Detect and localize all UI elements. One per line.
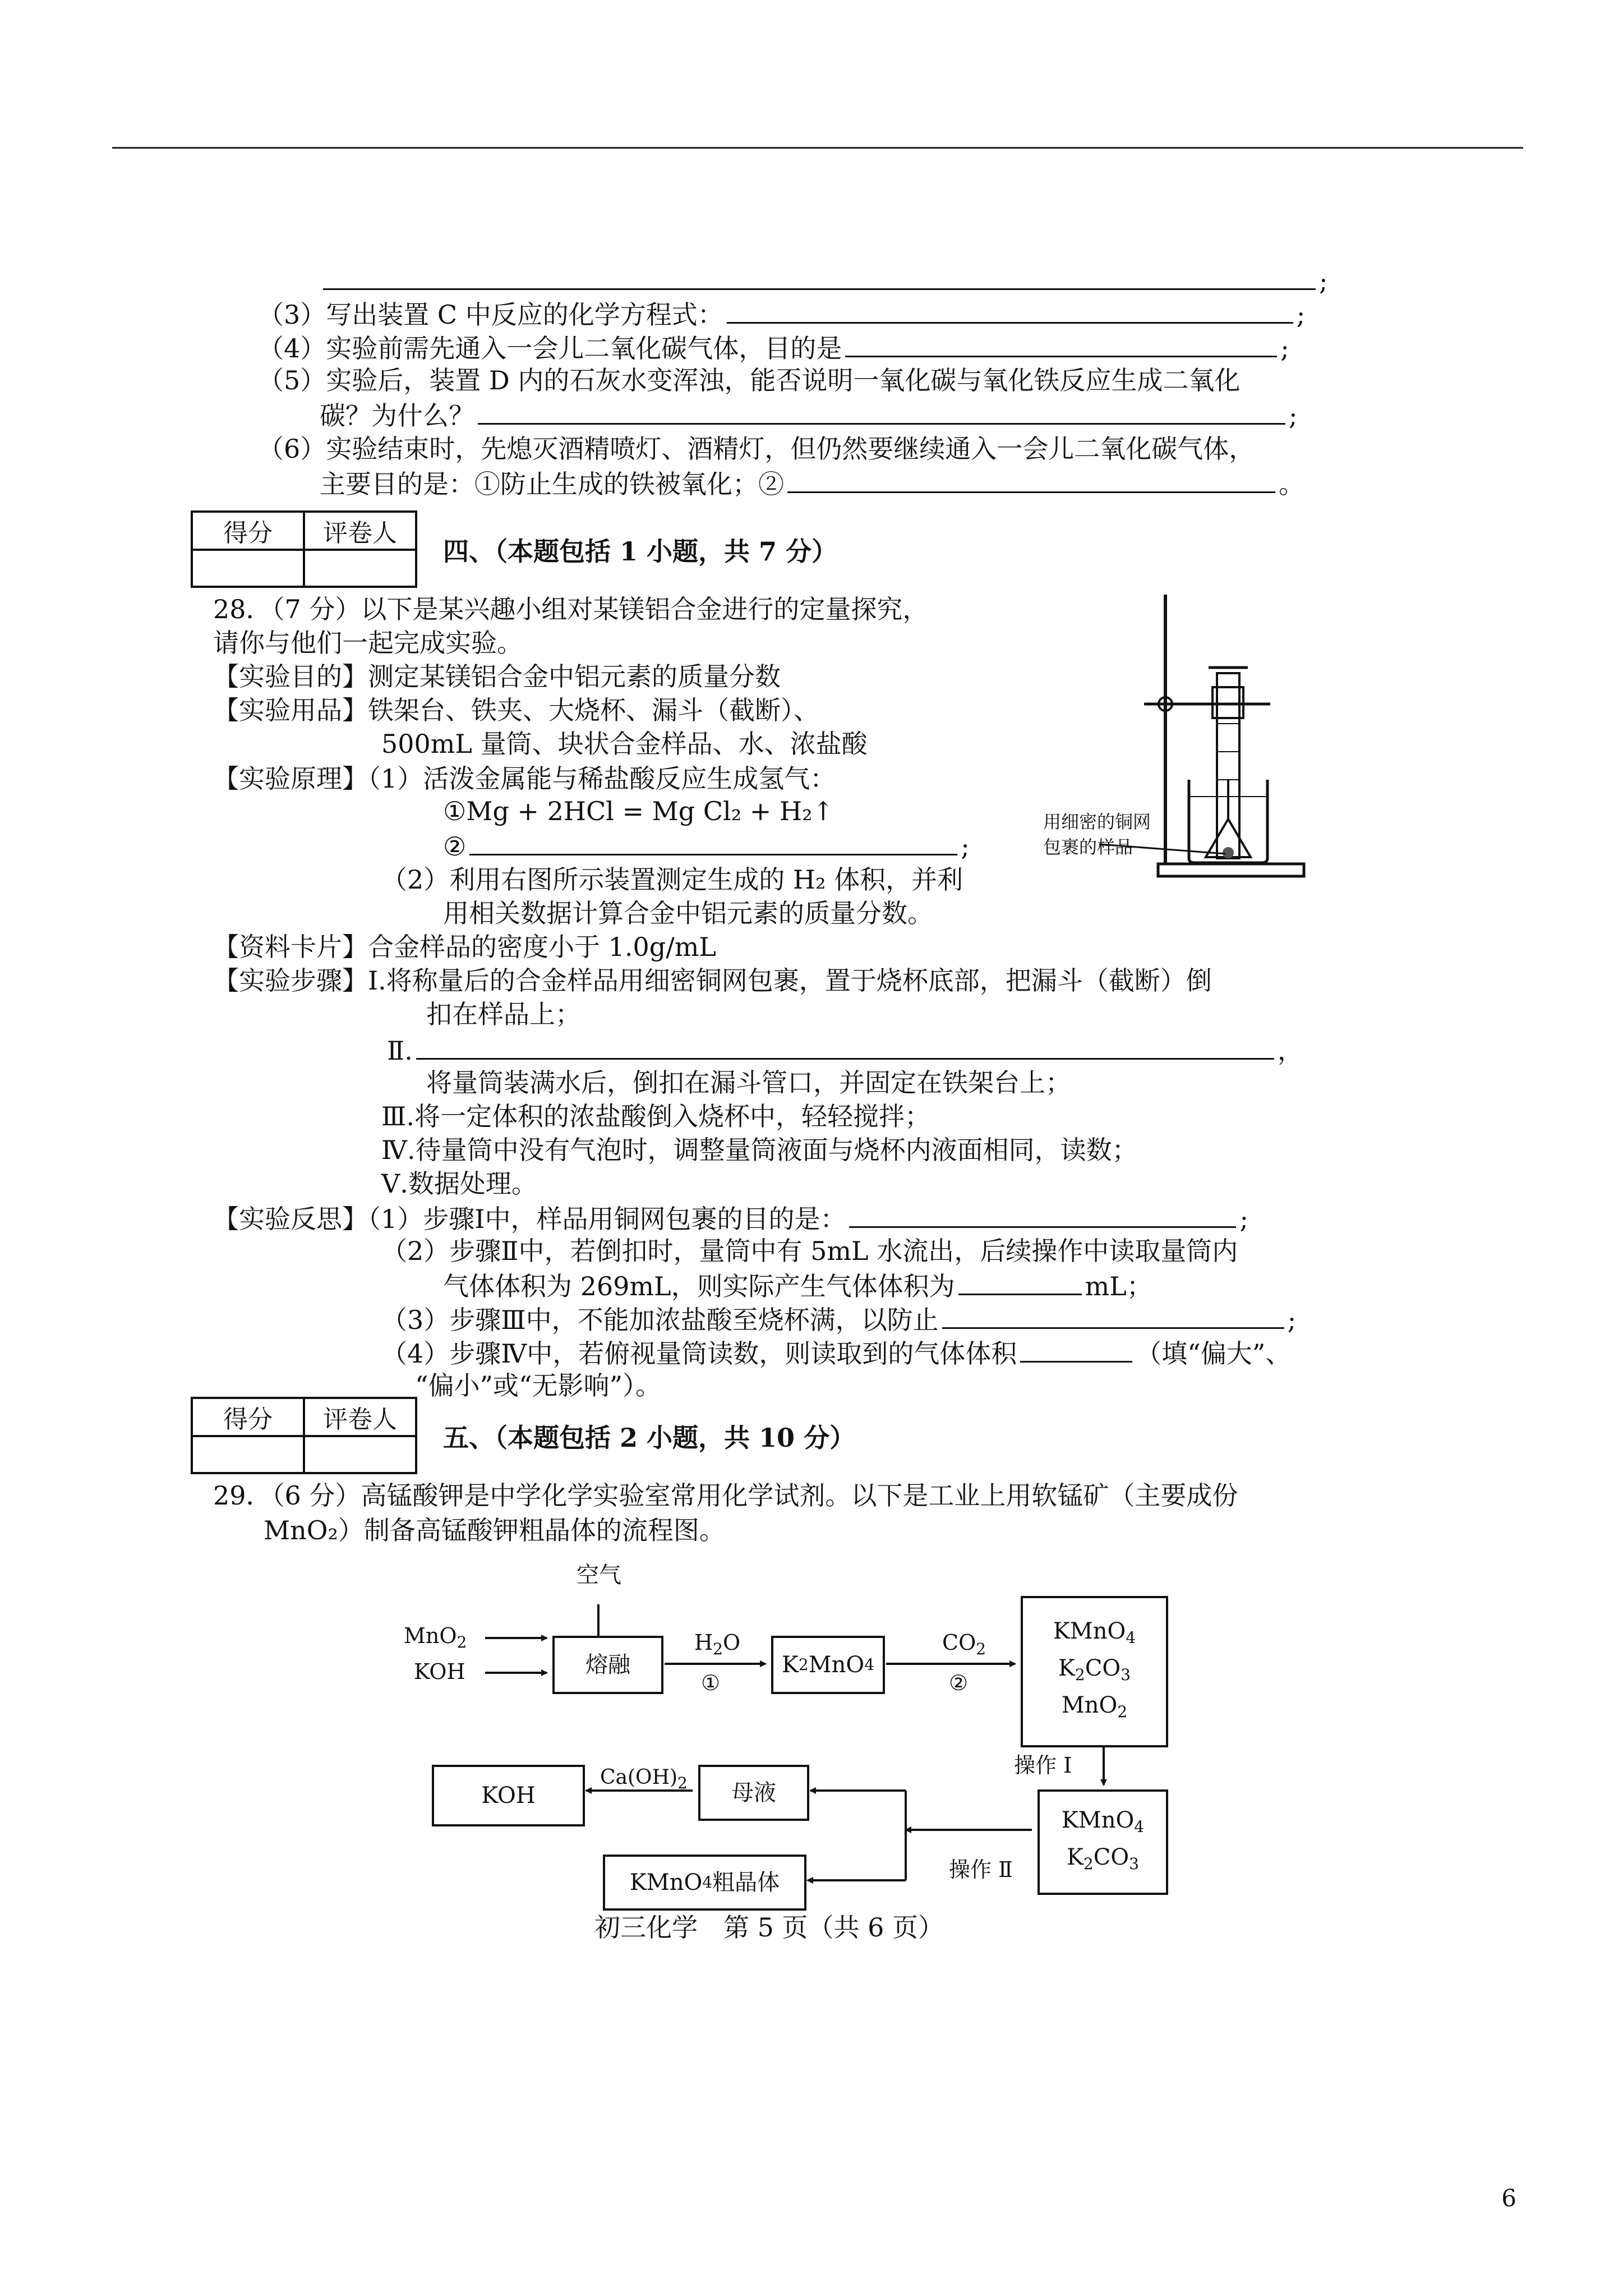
flow-box-crude-crystal: KMnO 4 粗晶体 bbox=[603, 1855, 806, 1911]
flow-input-mno2: MnO$_2$ bbox=[404, 1623, 467, 1651]
q28-reflection-2a: （2）步骤Ⅱ中，若倒扣时，量筒中有 5mL 水流出，后续操作中读取量筒内 bbox=[381, 1236, 1238, 1266]
flow-box-mixture-2: KMnO$_4$ $K_2CO_3$ bbox=[1038, 1789, 1168, 1895]
flow-co2-label: $CO_2$ bbox=[942, 1630, 986, 1658]
flow-box-k2mno4: K 2 MnO 4 bbox=[771, 1636, 885, 1694]
flow-box-melt: 熔融 bbox=[552, 1636, 663, 1694]
q28-step-2: Ⅱ. ， bbox=[387, 1033, 1303, 1066]
q28-reflection-4a: （4）步骤Ⅳ中，若俯视量筒读数，则读取到的气体体积 （填“偏大”、 bbox=[381, 1336, 1291, 1369]
q27-item-3: （3）写出装置 C 中反应的化学方程式： ; bbox=[258, 297, 1305, 330]
flow-caoh2-label: $Ca(OH)_2$ bbox=[600, 1766, 688, 1792]
q28-reflection-2b: 气体体积为 269mL，则实际产生气体体积为 mL； bbox=[443, 1269, 1152, 1302]
flow-input-koh: KOH bbox=[414, 1659, 465, 1684]
score-header: 得分 bbox=[192, 512, 304, 550]
q28-reflection-4b: “偏小”或“无影响”）。 bbox=[415, 1370, 662, 1401]
q28-data-card: 【资料卡片】合金样品的密度小于 1.0g/mL bbox=[213, 932, 716, 962]
q27-item-6b: 主要目的是：①防止生成的铁被氧化；② 。 bbox=[320, 467, 1304, 500]
q28-supplies-1: 【实验用品】铁架台、铁夹、大烧杯、漏斗（截断）、 bbox=[213, 695, 819, 725]
q28-intro-2: 请你与他们一起完成实验。 bbox=[213, 628, 523, 658]
grader-header: 评卷人 bbox=[304, 1398, 416, 1436]
q28-equation-1: ①Mg + 2HCl = Mg Cl₂ + H₂↑ bbox=[443, 796, 834, 826]
q29-intro-2: MnO₂）制备高锰酸钾粗晶体的流程图。 bbox=[264, 1515, 725, 1545]
q28-step-1b: 扣在样品上； bbox=[426, 999, 581, 1029]
page-footer: 初三化学 第 5 页（共 6 页） bbox=[594, 1912, 944, 1943]
flow-step1-label: ① bbox=[701, 1671, 721, 1695]
flow-op2-label: 操作 Ⅱ bbox=[949, 1857, 1013, 1882]
flow-box-mixture-1: KMnO$_4$ $K_2CO_3$ MnO$_2$ bbox=[1021, 1596, 1168, 1747]
q27-item-5b: 碳？为什么？ ; bbox=[320, 398, 1298, 431]
q28-step-2b: 将量筒装满水后，倒扣在漏斗管口，并固定在铁架台上； bbox=[426, 1068, 1071, 1098]
q28-step-5: Ⅴ.数据处理。 bbox=[381, 1168, 537, 1199]
q28-step-1a: 【实验步骤】Ⅰ.将称量后的合金样品用细密铜网包裹，置于烧杯底部，把漏斗（截断）倒 bbox=[213, 965, 1212, 996]
q27-continued-line: ; bbox=[320, 264, 1328, 297]
grader-header: 评卷人 bbox=[304, 512, 416, 550]
flow-h2o-label: $H_2O$ bbox=[694, 1630, 741, 1658]
q28-supplies-2: 500mL 量筒、块状合金样品、水、浓盐酸 bbox=[381, 729, 868, 759]
flow-op1-label: 操作 Ⅰ bbox=[1014, 1753, 1072, 1778]
score-header: 得分 bbox=[192, 1398, 304, 1436]
figure-label-1: 用细密的铜网 bbox=[1043, 811, 1151, 832]
q28-intro-1: 28．（7 分）以下是某兴趣小组对某镁铝合金进行的定量探究， bbox=[213, 594, 929, 624]
section5-title: 五、（本题包括 2 小题，共 10 分） bbox=[443, 1423, 856, 1453]
section4-title: 四、（本题包括 1 小题，共 7 分） bbox=[443, 536, 838, 567]
q28-principle-2b: 用相关数据计算合金中铝元素的质量分数。 bbox=[443, 898, 933, 928]
q28-purpose: 【实验目的】测定某镁铝合金中铝元素的质量分数 bbox=[213, 661, 781, 692]
flow-air-label: 空气 bbox=[577, 1562, 621, 1588]
q27-item-5a: （5）实验后，装置 D 内的石灰水变浑浊，能否说明一氧化碳与氧化铁反应生成二氧化 bbox=[258, 365, 1241, 395]
q28-reflection-1: 【实验反思】（1）步骤Ⅰ中，样品用铜网包裹的目的是： ; bbox=[213, 1202, 1248, 1235]
flow-box-mother-liquor: 母液 bbox=[698, 1765, 809, 1821]
q28-step-4: Ⅳ.待量筒中没有气泡时，调整量筒液面与烧杯内液面相同，读数； bbox=[381, 1135, 1138, 1165]
q28-reflection-3: （3）步骤Ⅲ中，不能加浓盐酸至烧杯满，以防止 ; bbox=[381, 1303, 1296, 1336]
q28-principle-1: 【实验原理】（1）活泼金属能与稀盐酸反应生成氢气： bbox=[213, 763, 836, 794]
flow-step2-label: ② bbox=[949, 1671, 969, 1695]
figure-label-2: 包裹的样品 bbox=[1043, 836, 1133, 858]
q28-equation-2: ② ; bbox=[443, 829, 970, 862]
q27-item-6a: （6）实验结束时，先熄灭酒精喷灯、酒精灯，但仍然要继续通入一会儿二氧化碳气体， bbox=[258, 434, 1255, 464]
page-number: 6 bbox=[1501, 2184, 1516, 2212]
q28-principle-2a: （2）利用右图所示装置测定生成的 H₂ 体积，并利 bbox=[381, 864, 963, 895]
q29-intro-1: 29．（6 分）高锰酸钾是中学化学实验室常用化学试剂。以下是工业上用软锰矿（主要成份 bbox=[213, 1480, 1238, 1511]
flow-box-koh: KOH bbox=[432, 1765, 585, 1826]
q27-item-4: （4）实验前需先通入一会儿二氧化碳气体，目的是 ; bbox=[258, 331, 1289, 364]
q28-step-3: Ⅲ.将一定体积的浓盐酸倒入烧杯中，轻轻搅拌； bbox=[381, 1101, 930, 1131]
